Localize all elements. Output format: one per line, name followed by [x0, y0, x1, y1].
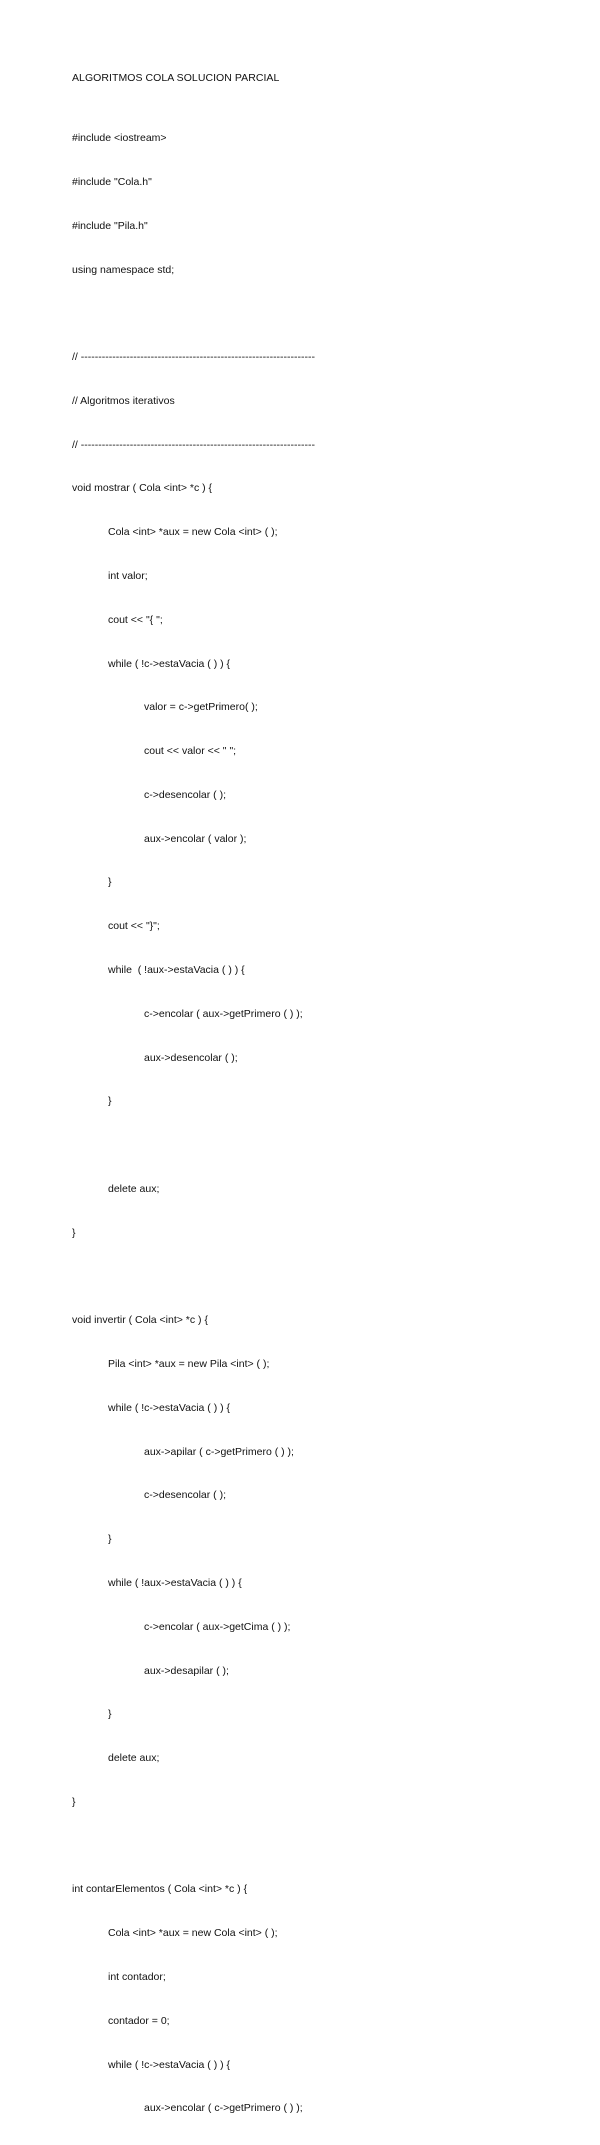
code-line: } — [72, 1795, 76, 1808]
code-line: Cola <int> *aux = new Cola <int> ( ); — [72, 1927, 278, 1940]
code-line: aux->desapilar ( ); — [72, 1664, 229, 1677]
code-line: #include <iostream> — [72, 132, 167, 145]
code-line: aux->apilar ( c->getPrimero ( ) ); — [72, 1445, 294, 1458]
code-line: aux->encolar ( valor ); — [72, 832, 247, 845]
code-line: } — [72, 876, 112, 889]
code-line: delete aux; — [72, 1752, 160, 1765]
code-line: cout << "}"; — [72, 920, 160, 933]
code-line: // ------------------------------------------------------------------- — [72, 351, 316, 364]
code-line: cout << "{ "; — [72, 613, 163, 626]
code-line — [72, 1138, 315, 1153]
code-line: c->desencolar ( ); — [72, 1489, 226, 1502]
code-line: int valor; — [72, 570, 148, 582]
code-line: using namespace std; — [72, 263, 175, 276]
code-line: // Algoritmos iterativos — [72, 394, 175, 407]
code-line: while ( !c->estaVacia ( ) ) { — [72, 657, 231, 670]
code-line: while ( !aux->estaVacia ( ) ) { — [72, 1576, 242, 1589]
code-line: int contador; — [72, 1971, 166, 1983]
code-line: #include "Pila.h" — [72, 219, 148, 232]
code-line — [72, 1270, 315, 1285]
code-line: aux->desencolar ( ); — [72, 1051, 238, 1064]
code-line: Pila <int> *aux = new Pila <int> ( ); — [72, 1358, 270, 1371]
code-line: while ( !c->estaVacia ( ) ) { — [72, 2058, 231, 2071]
code-line: valor = c->getPrimero( ); — [72, 701, 258, 714]
code-line: } — [72, 1226, 76, 1239]
code-line: } — [72, 1708, 112, 1721]
code-line: void mostrar ( Cola <int> *c ) { — [72, 482, 213, 495]
code-line: aux->encolar ( c->getPrimero ( ) ); — [72, 2102, 303, 2115]
code-line: // ------------------------------------------------------------------- — [72, 438, 316, 451]
code-block — [72, 102, 315, 2145]
code-line — [72, 1839, 315, 1854]
code-line: Cola <int> *aux = new Cola <int> ( ); — [72, 526, 278, 539]
code-line: while ( !aux->estaVacia ( ) ) { — [72, 964, 245, 977]
code-line: contador = 0; — [72, 2014, 170, 2027]
code-line: while ( !c->estaVacia ( ) ) { — [72, 1401, 231, 1414]
code-line: c->encolar ( aux->getCima ( ) ); — [72, 1620, 291, 1633]
code-line: int contarElementos ( Cola <int> *c ) { — [72, 1883, 248, 1896]
code-line: cout << valor << " "; — [72, 745, 237, 758]
code-line: #include "Cola.h" — [72, 175, 152, 188]
code-line: } — [72, 1095, 112, 1108]
code-line: delete aux; — [72, 1182, 160, 1195]
code-line: c->encolar ( aux->getPrimero ( ) ); — [72, 1007, 303, 1020]
code-line: void invertir ( Cola <int> *c ) { — [72, 1314, 208, 1327]
code-line: c->desencolar ( ); — [72, 788, 226, 801]
code-line — [72, 306, 315, 321]
document-title: ALGORITMOS COLA SOLUCION PARCIAL — [72, 72, 280, 84]
code-line: } — [72, 1533, 112, 1546]
